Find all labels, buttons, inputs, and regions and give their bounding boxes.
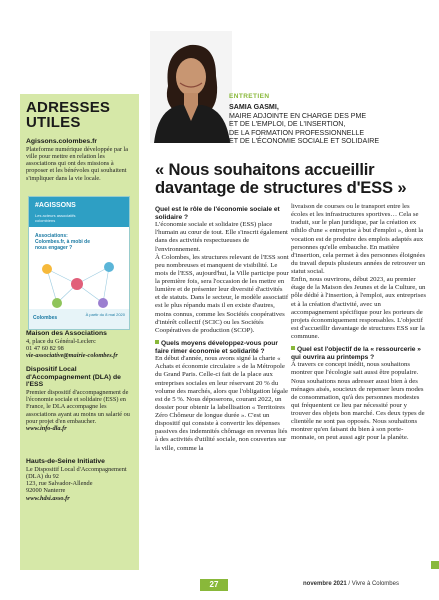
- interviewee-name: SAMIA GASMI,: [229, 103, 279, 111]
- hds-address2: 92000 Nanterre: [26, 487, 66, 495]
- dla-url[interactable]: www.info-dla.fr: [26, 425, 67, 433]
- edition-info: [303, 581, 399, 587]
- interviewee-role-3: DE LA FORMATION PROFESSIONNELLE: [229, 128, 365, 137]
- poster-tag: #AGISSONS: [35, 202, 76, 209]
- interviewee-photo: [150, 31, 232, 143]
- agissons-entry: [26, 138, 136, 182]
- maison-heading: Maison des Associations: [26, 330, 107, 337]
- interviewee-role-2: ET DE L'EMPLOI, DE L'INSERTION,: [229, 120, 346, 129]
- edition-separator: /: [346, 581, 352, 587]
- article-column-1: [155, 206, 289, 453]
- end-marker: [431, 561, 439, 569]
- paragraph: livraison de courses ou le transport entre les écoles et les infrastructures sportives… Cela se traduit, sur le plan juridique, par la création ex nihilo d'une « entreprise à but d'emploi », dont la vocation est de produire des emplois adaptés aux personnes qu'elle embauche. En matière d'insertion, cela permet à des personnes éloignées du travail depuis plusieurs années de retrouver un statut social.: [291, 203, 426, 275]
- dla-text: Premier dispositif d'accompagnement de l'économie sociale et solidaire (ESS) en France, le DLA accompagne les associations ayant au moins un salarié ou pour projet d'en embaucher.: [26, 388, 130, 425]
- interviewee-role-1: MAIRE ADJOINTE EN CHARGE DES PME: [229, 111, 367, 120]
- question-heading: Quel est l'objectif de la « ressourcerie » qui ouvrira au printemps ?: [291, 346, 427, 361]
- portrait-image: [150, 31, 232, 143]
- agissons-heading[interactable]: Agissons.colombes.fr: [26, 138, 98, 145]
- poster-logo: Colombes: [33, 315, 58, 321]
- paragraph: À Colombes, les structures relevant de l'ESS sont peu nombreuses et manquent de visibilité. Le mois de l'ESS, aujourd'hui, la Ville participe pour la première fois, sera l'occasion de les mettre en lumière et de présenter leur diversité d'activités et de statuts. Dans le secteur, le modèle associatif est le plus répandu mais il en existe d'autres, moins connus, comme les Sociétés coopératives d'intérêt collectif (SCIC) ou les Sociétés Coopératives de production (SCOP).: [155, 253, 289, 334]
- useful-addresses-sidebar: [20, 94, 139, 570]
- agissons-poster: [28, 196, 130, 330]
- dla-entry: [26, 366, 136, 433]
- maison-address: 4, place du Général-Leclerc: [26, 337, 96, 345]
- section-label: ENTRETIEN: [229, 93, 270, 100]
- paragraph: En début d'année, nous avons signé la charte « Achats et économie circulaire » de la Métropole du Grand Paris. Celle-ci fait de la place aux entreprises sociales en leur réservant 20 % du volume des marchés, alors que l'obligation légale est de 5 %. Nous déposerons, courant 2022, un dossier pour obtenir la labellisation « Territoires Zéro Chômeur de longue durée ». C'est un dispositif qui consiste à convertir les dépenses passives des indemnités chômage en revenus liés à des activités d'utilité sociale, non couvertes sur la ville, comme la: [155, 355, 288, 452]
- paragraph: L'économie sociale et solidaire (ESS) place l'humain au cœur de tout. Elle s'inscrit également dans des activités respectueuses de l'environnement.: [155, 221, 288, 253]
- maison-phone: 01 47 60 82 98: [26, 344, 64, 352]
- maison-entry: [26, 330, 136, 359]
- interviewee-caption: [229, 103, 429, 146]
- question-heading: Quels moyens développez-vous pour faire rimer économie et solidarité ?: [155, 340, 289, 355]
- network-illustration: [37, 259, 123, 314]
- article-column-2: [291, 203, 427, 443]
- maison-email[interactable]: vie-associative@mairie-colombes.fr: [26, 352, 118, 360]
- edition-month: novembre 2021: [303, 581, 347, 587]
- agissons-text: Plateforme numérique développée par la ville pour mettre en relation les associations qui ont des missions à proposer et les bénévoles qui souhaitent s'impliquer dans la vie locale.: [26, 145, 129, 182]
- poster-question: Associations: Colombes.fr, à mobi de nous engager ?: [35, 233, 91, 251]
- sidebar-title: ADRESSES UTILES: [26, 99, 111, 131]
- article-headline: « Nous souhaitons accueillir davantage de structures d'ESS »: [155, 160, 407, 197]
- poster-subtitle: Les acteurs associatifs colombiens: [35, 213, 76, 223]
- dla-heading: Dispositif Local d'Accompagnement (DLA) de l'ESS: [26, 366, 121, 389]
- hds-text: Le Dispositif Local d'Accompagnement (DLA) du 92: [26, 465, 127, 480]
- hds-heading: Hauts-de-Seine Initiative: [26, 458, 105, 465]
- poster-date: À partir du 8 mai 2020: [85, 312, 125, 317]
- poster-banner: [29, 197, 129, 227]
- page-number: 27: [200, 579, 228, 591]
- magazine-name: Vivre à Colombes: [351, 581, 399, 587]
- interviewee-role-4: ET DE L'ÉCONOMIE SOCIALE ET SOLIDAIRE: [229, 137, 380, 146]
- hds-address1: 123, rue Salvador-Allende: [26, 480, 93, 488]
- poster-footer: [29, 309, 129, 329]
- paragraph: À travers ce concept inédit, nous souhaitons montrer que l'écologie sait aussi être populaire. Nous souhaitons nous adresser aussi bien à des ménages aisés, soucieux de repenser leurs modes de consommation, qu'à des personnes modestes qui fréquentent ce lieu par nécessité pour y trouver des objets bon marché. Ces deux types de clientèle ne sont pas opposés. Nous souhaitons montrer qu'en faisant du bien à son porte-monnaie, on peut aussi agir pour la planète.: [291, 361, 425, 442]
- hds-url[interactable]: www.hdsi.asso.fr: [26, 494, 70, 502]
- paragraph: Enfin, nous ouvrirons, début 2023, au premier étage de la Maison des Jeunes et de la Culture, un pôle dédié à l'insertion, à l'emploi, aux entreprises et à la création d'activité, avec un accompagnement spécifique pour les porteurs de projets économiquement responsables. L'objectif est d'accueillir davantage de structures ESS sur la commune.: [291, 276, 426, 340]
- question-heading: Quel est le rôle de l'économie sociale et solidaire ?: [155, 206, 280, 221]
- hds-entry: [26, 458, 136, 502]
